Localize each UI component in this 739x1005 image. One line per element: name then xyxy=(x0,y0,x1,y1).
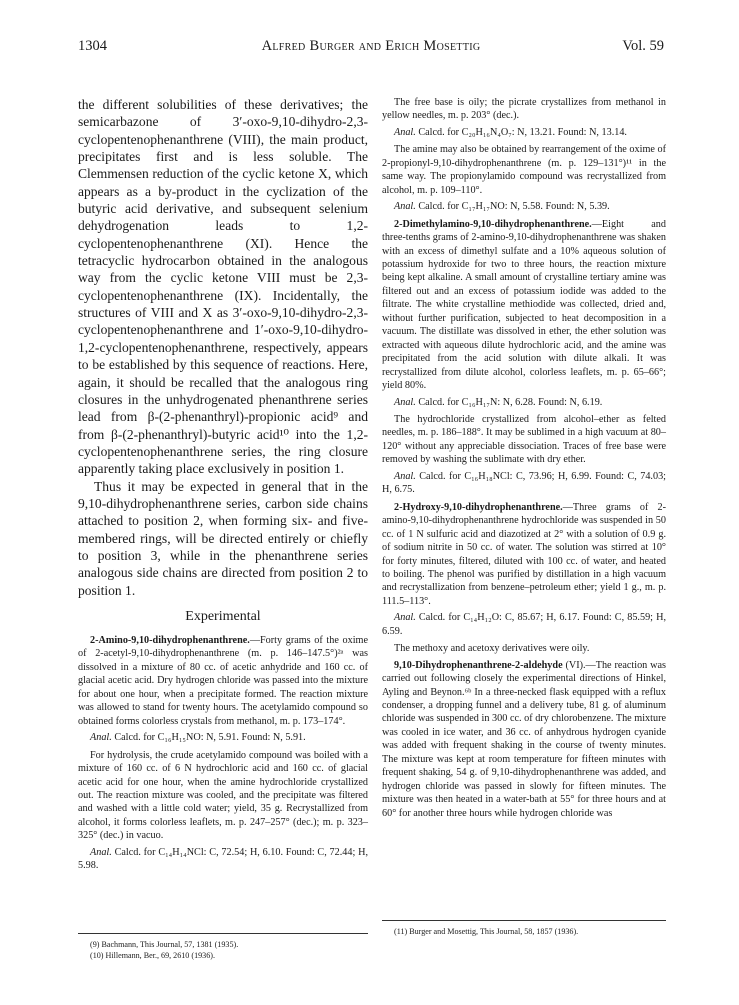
compound-title: 2-Dimethylamino-9,10-dihydrophenanthrene. xyxy=(394,218,592,230)
paragraph: The amine may also be obtained by rearrangement of the oxime of 2-propionyl-9,10-dihydrophenanthrene (m. p. 129–131°)¹¹ in the same way. The propionylamido compound was recrystallized from alcohol, m. p. 109–110°. xyxy=(382,144,666,196)
analysis-values: Calcd. for C₁₄H₁₄NCl: C, 72.54; H, 6.10. Found: C, 72.44; H, 5.98. xyxy=(78,846,368,872)
experimental-text xyxy=(78,634,368,873)
analysis-values: Calcd. for C₁₆H₁₇N: N, 6.28. Found: N, 6.19. xyxy=(418,396,603,408)
compound-title: 2-Amino-9,10-dihydrophenanthrene. xyxy=(90,634,250,646)
footnote: (10) Hillemann, Ber., 69, 2610 (1936). xyxy=(90,951,215,960)
analysis-values: Calcd. for C₁₆H₁₈NCl: C, 73.96; H, 6.99. Found: C, 74.03; H, 6.75. xyxy=(382,470,666,496)
paragraph: The hydrochloride crystallized from alcohol–ether as felted needles, m. p. 186–188°. It may be sublimed in a high vacuum at 80–120° without any appreciable dissociation. Traces of free base were removed by washing the sublimate with dry ether. xyxy=(382,413,666,466)
analysis-line xyxy=(382,396,666,409)
paragraph-body: —Forty grams of the oxime of 2-acetyl-9,10-dihydrophenanthrene (m. p. 146–147.5°)²ᵃ was dissolved in a mixture of 80 cc. of acetic anhydride and 160 cc. of glacial acetic acid. Dry hydrogen chloride was passed into the mixture for about one hour, when a precipitate formed. The reaction mixture was allowed to stand for twenty hours. The acetylamido compound so obtained forms colorless crystals from methanol, m. p. 173–174°. xyxy=(78,634,368,727)
paragraph xyxy=(382,218,666,393)
analysis-line xyxy=(382,200,666,213)
anal-label: Anal. xyxy=(90,732,112,744)
compound-title: 2-Hydroxy-9,10-dihydrophenanthrene. xyxy=(394,501,563,513)
anal-label: Anal. xyxy=(394,612,416,624)
discussion-text xyxy=(78,96,368,599)
paragraph: The free base is oily; the picrate crystallizes from methanol in yellow needles, m. p. 203° (dec.). xyxy=(382,97,666,122)
right-column xyxy=(382,96,666,823)
paragraph-body: —Three grams of 2-amino-9,10-dihydrophenanthrene hydrochloride was suspended in 50 cc. of 1 N sulfuric acid and diazotized at 2° with a solution of 0.9 g. of sodium nitrite in 50 cc. of water. The solution was stirred at 10° for forty minutes, filtered, diluted with 100 cc. of water, and heated to boiling. The phenol was purified by distillation in a high vacuum and recrystallization from benzene–petroleum ether; yield 1 g., m. p. 111.5–113°. xyxy=(382,501,666,607)
anal-label: Anal. xyxy=(394,201,416,213)
footnotes-left xyxy=(78,933,368,961)
compound-title: 9,10-Dihydrophenanthrene-2-aldehyde xyxy=(394,659,563,671)
paragraph xyxy=(382,501,666,609)
analysis-values: Calcd. for C₁₇H₁₇NO: N, 5.58. Found: N, 5.39. xyxy=(418,201,610,213)
analysis-line xyxy=(382,126,666,139)
analysis-values: Calcd. for C₁₄H₁₂O: C, 85.67; H, 6.17. Found: C, 85.59; H, 6.59. xyxy=(382,612,667,637)
analysis-line xyxy=(382,611,666,638)
anal-label: Anal. xyxy=(90,846,112,858)
anal-label: Anal. xyxy=(394,470,416,482)
paragraph xyxy=(78,634,368,728)
analysis-line xyxy=(78,731,368,744)
paragraph: the different solubilities of these derivatives; the semicarbazone of 3′-oxo-9,10-dihydro-2,3-cyclopentenophenanthrene (VIII), the main product, precipitates first and is less soluble. The Clemmensen reduction of the cyclic ketone X, which appears as a by-product in the cyclization of the butyric acid derivative, and subsequent selenium dehydrogenation leads to 1,2-cyclopentenophenanthrene (XI). Hence the tetracyclic hydrocarbon obtained in the analogous way from the cyclic ketone VIII must be 2,3-cyclopentenophenanthrene (IX). Incidentally, the structures of VIII and X as 3′-oxo-9,10-dihydro-2,3-cyclopentenophenanthrene and 1′-oxo-9,10-dihydro-1,2-cyclopentenophenanthrene, respectively, appears to be established by this sequence of reactions. Here, again, it should be recalled that the analogous ring closures in the unhydrogenated phenanthrene series lead from β-(2-phenanthryl)-propionic acid⁹ and from β-(2-phenanthryl)-butyric acid¹⁰ into the 1,2-cyclopentenophenanthrene series, the ring closure apparently taking place exclusively in position 1. xyxy=(78,97,368,477)
left-column xyxy=(78,96,368,877)
running-header xyxy=(78,38,664,58)
analysis-values: Calcd. for C₁₆H₁₅NO: N, 5.91. Found: N, 5.91. xyxy=(114,732,306,744)
analysis-values: Calcd. for C₂₀H₁₆N₄O₇: N, 13.21. Found: N, 13.14. xyxy=(418,126,627,138)
volume-label: Vol. 59 xyxy=(622,38,664,54)
footnote: (9) Bachmann, This Journal, 57, 1381 (1935). xyxy=(90,940,239,949)
paragraph: Thus it may be expected in general that in the 9,10-dihydrophenanthrene series, carbon side chains attached to position 2, when forming six- and five-membered rings, will be directed entirely or chiefly to position 3, while in the phenanthrene series analogous side chains are directed from position 2 to position 1. xyxy=(78,478,368,598)
page-number: 1304 xyxy=(78,38,107,54)
paragraph: The methoxy and acetoxy derivatives were oily. xyxy=(394,643,590,655)
analysis-line xyxy=(382,470,666,497)
anal-label: Anal. xyxy=(394,126,416,138)
analysis-line xyxy=(78,846,368,873)
section-heading: Experimental xyxy=(185,608,261,624)
anal-label: Anal. xyxy=(394,396,416,408)
paragraph-body: —Eight and three-tenths grams of 2-amino-9,10-dihydrophenanthrene was shaken with an excess of dimethyl sulfate and a 10% aqueous solution of potassium hydroxide for two to three hours, the reaction mixture being kept alkaline. A small amount of crystalline tertiary amine was filtered out and an excess of potassium iodide was added to the filtrate. The white crystalline methiodide was collected, dried and, without further purification, subjected to heat decomposition in a vacuum. The distillate was dissolved in ether, the ether solution was extracted with aqueous dilute hydrochloric acid, and the amine was precipitated from the acid solution with dilute alkali. It was recrystallized from dilute alcohol, colorless leaflets, m. p. 65–66°; yield 80%. xyxy=(382,218,666,392)
paragraph xyxy=(382,659,666,820)
running-title: Alfred Burger and Erich Mosettig xyxy=(261,38,481,54)
footnote: (11) Burger and Mosettig, This Journal, 58, 1857 (1936). xyxy=(394,927,579,936)
paragraph: For hydrolysis, the crude acetylamido compound was boiled with a mixture of 160 cc. of 6 N hydrochloric acid and 160 cc. of glacial acetic acid for one hour, when the amine hydrochloride crystallized out. The reaction mixture was cooled, and the precipitate was filtered and washed with a little cold water; yield, 35 g. Recrystallized from alcohol, it forms colorless leaflets, m. p. 247–257° (dec.); m. p. 323–325° (dec.) in vacuo. xyxy=(78,749,368,842)
paragraph-body: (VI).—The reaction was carried out following closely the experimental directions of Hinkel, Ayling and Beynon.⁶ᵇ In a three-necked flask equipped with a reflux condenser, a dropping funnel and a delivery tube, 81 g. of aluminum chloride was suspended in 300 cc. of dry chlorobenzene. The mixture was cooled in ice water, and 36 cc. of anhydrous hydrogen cyanide was added with frequent shaking in the course of twenty minutes. The mixture was kept at room temperature for fifteen minutes with frequent shaking, 54 g. of 9,10-dihydrophenanthrene was added, and hydrogen chloride was passed in slowly for fifteen minutes. The mixture was then heated in a water-bath at 55° for three hours and at 60° for another three hours while hydrogen chloride was xyxy=(382,659,666,819)
footnotes-right xyxy=(382,920,666,937)
